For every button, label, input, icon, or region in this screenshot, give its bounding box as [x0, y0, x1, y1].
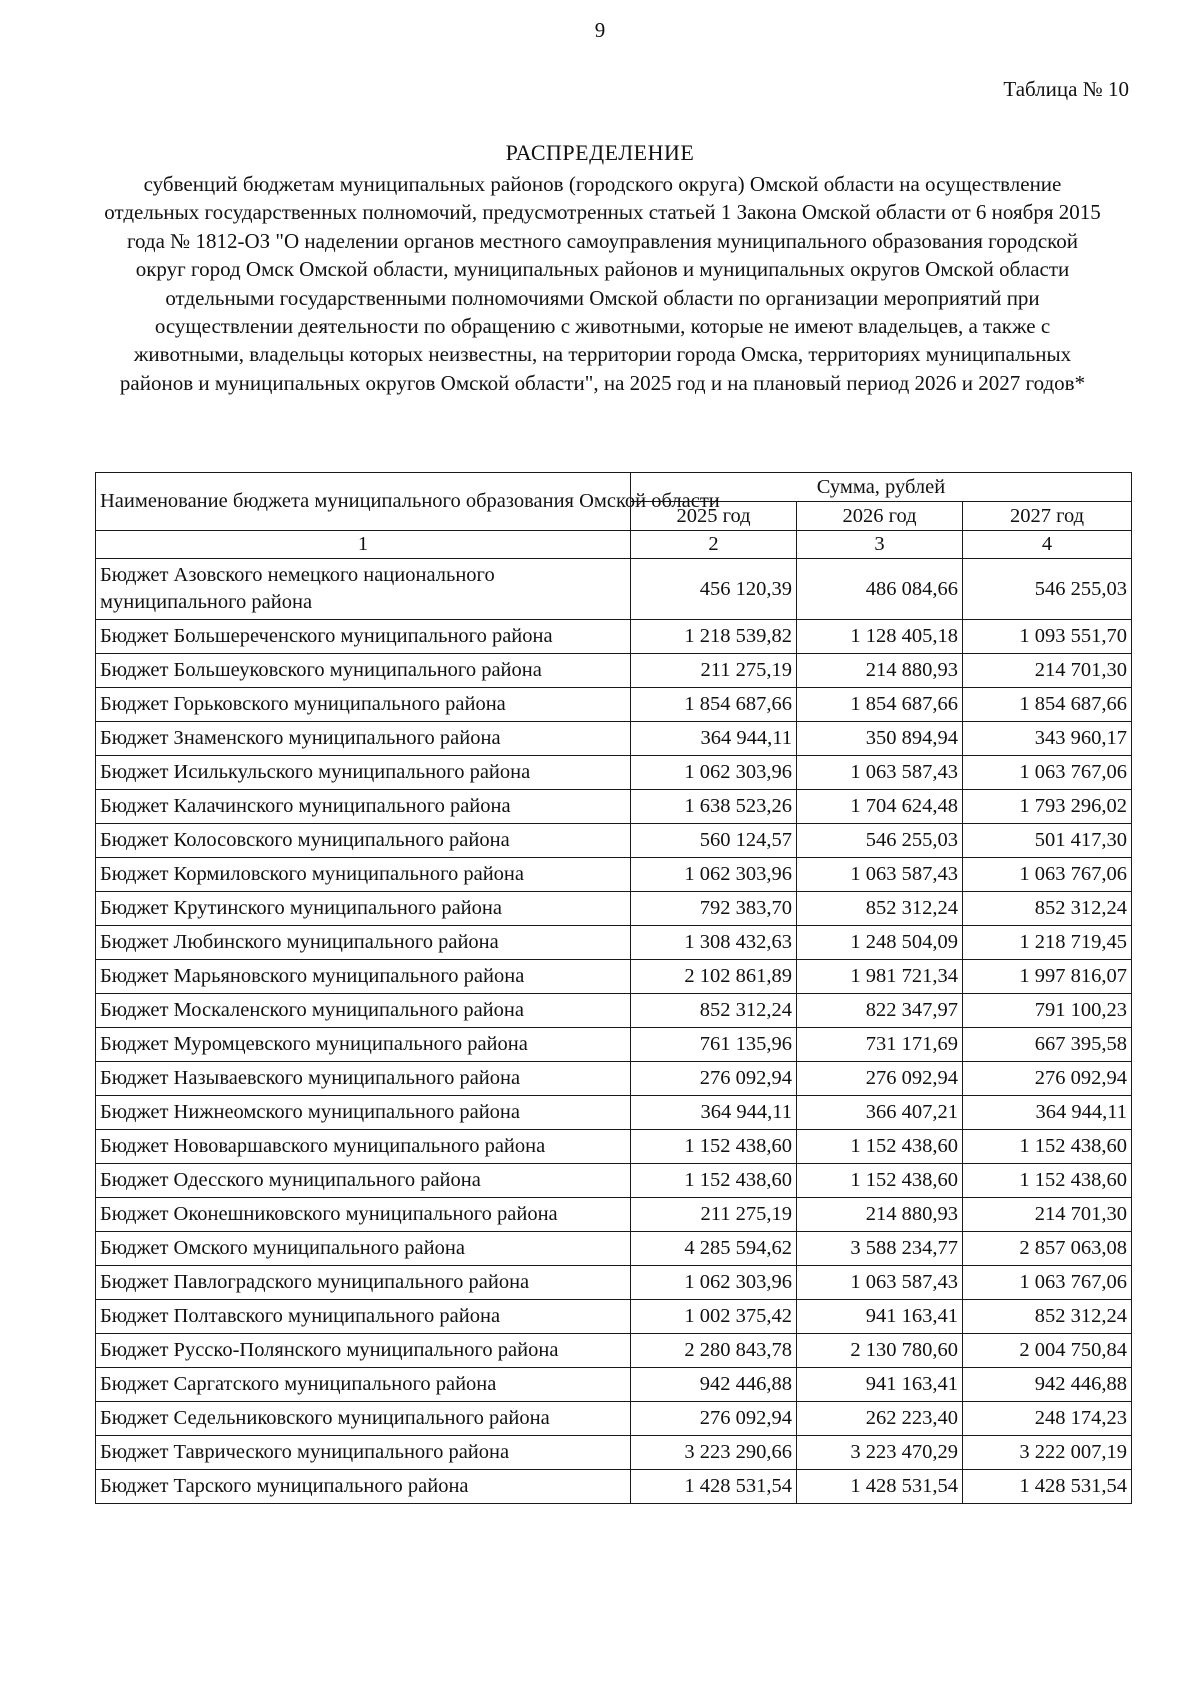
value-2027: 1 093 551,70: [963, 620, 1132, 654]
value-2025: 1 638 523,26: [631, 790, 797, 824]
page-number: 9: [594, 18, 606, 42]
value-2026: 1 704 624,48: [797, 790, 963, 824]
value-2026: 1 128 405,18: [797, 620, 963, 654]
row-name: Бюджет Азовского немецкого национального муниципального района: [96, 559, 631, 620]
row-name: Бюджет Омского муниципального района: [96, 1232, 631, 1266]
value-2025: 1 062 303,96: [631, 756, 797, 790]
row-name: Бюджет Полтавского муниципального района: [96, 1300, 631, 1334]
header-year-2026: 2026 год: [797, 502, 963, 531]
value-2025: 560 124,57: [631, 824, 797, 858]
value-2027: 1 218 719,45: [963, 926, 1132, 960]
row-name: Бюджет Нижнеомского муниципального района: [96, 1096, 631, 1130]
value-2026: 822 347,97: [797, 994, 963, 1028]
value-2027: 791 100,23: [963, 994, 1132, 1028]
table-row: [96, 1130, 1132, 1164]
value-2027: 1 997 816,07: [963, 960, 1132, 994]
value-2026: 1 152 438,60: [797, 1130, 963, 1164]
table-row: [96, 1096, 1132, 1130]
value-2027: 1 063 767,06: [963, 1266, 1132, 1300]
document-subtitle: субвенций бюджетам муниципальных районов (городского округа) Омской области на осуществление отдельных государственных полномочий, предусмотренных статьей 1 Закона Омской области от 6 ноября 2015 года № 1812-ОЗ "О наделении органов местного самоуправления муниципального образования городской округ город Омск Омской области, муниципальных районов и муниципальных округов Омской области отдельными государственными полномочиями Омской области по организации мероприятий при осуществлении деятельности по обращению с животными, которые не имеют владельцев, а также с животными, владельцы которых неизвестны, на территории города Омска, территориях муниципальных районов и муниципальных округов Омской области", на 2025 год и на плановый период 2026 и 2027 годов*: [104, 172, 1101, 395]
table-label: Таблица № 10: [1003, 77, 1129, 101]
row-name: Бюджет Оконешниковского муниципального района: [96, 1198, 631, 1232]
value-2027: 1 854 687,66: [963, 688, 1132, 722]
value-2027: 1 793 296,02: [963, 790, 1132, 824]
table-row: [96, 1368, 1132, 1402]
table-row: [96, 688, 1132, 722]
value-2025: 761 135,96: [631, 1028, 797, 1062]
table-row: [96, 892, 1132, 926]
row-name: Бюджет Колосовского муниципального района: [96, 824, 631, 858]
value-2026: 1 063 587,43: [797, 756, 963, 790]
value-2026: 262 223,40: [797, 1402, 963, 1436]
value-2027: 3 222 007,19: [963, 1436, 1132, 1470]
value-2025: 364 944,11: [631, 722, 797, 756]
table-row: [96, 756, 1132, 790]
row-name: Бюджет Калачинского муниципального района: [96, 790, 631, 824]
value-2026: 1 063 587,43: [797, 858, 963, 892]
table-row: [96, 1402, 1132, 1436]
table-row: [96, 620, 1132, 654]
row-name: Бюджет Саргатского муниципального района: [96, 1368, 631, 1402]
table-row: [96, 654, 1132, 688]
table-row: [96, 926, 1132, 960]
value-2027: 343 960,17: [963, 722, 1132, 756]
value-2027: 214 701,30: [963, 654, 1132, 688]
column-number: 3: [797, 531, 963, 559]
value-2025: 1 062 303,96: [631, 1266, 797, 1300]
row-name: Бюджет Называевского муниципального района: [96, 1062, 631, 1096]
column-number: 1: [96, 531, 631, 559]
column-numbers-row: [96, 531, 1132, 559]
value-2026: 1 152 438,60: [797, 1164, 963, 1198]
table-row: [96, 1164, 1132, 1198]
budget-table: [95, 472, 1132, 1504]
row-name: Бюджет Таврического муниципального района: [96, 1436, 631, 1470]
value-2025: 942 446,88: [631, 1368, 797, 1402]
table-row: [96, 1334, 1132, 1368]
value-2026: 214 880,93: [797, 654, 963, 688]
table-row: [96, 1300, 1132, 1334]
value-2025: 276 092,94: [631, 1062, 797, 1096]
value-2025: 4 285 594,62: [631, 1232, 797, 1266]
value-2027: 501 417,30: [963, 824, 1132, 858]
header-name: Наименование бюджета муниципального образования Омской области: [96, 473, 631, 531]
value-2025: 364 944,11: [631, 1096, 797, 1130]
row-name: Бюджет Седельниковского муниципального района: [96, 1402, 631, 1436]
row-name: Бюджет Москаленского муниципального района: [96, 994, 631, 1028]
value-2025: 1 218 539,82: [631, 620, 797, 654]
row-name: Бюджет Знаменского муниципального района: [96, 722, 631, 756]
value-2027: 276 092,94: [963, 1062, 1132, 1096]
row-name: Бюджет Исилькульского муниципального района: [96, 756, 631, 790]
value-2026: 276 092,94: [797, 1062, 963, 1096]
value-2026: 1 981 721,34: [797, 960, 963, 994]
table-row: [96, 824, 1132, 858]
table-row: [96, 858, 1132, 892]
value-2025: 456 120,39: [631, 559, 797, 620]
value-2026: 486 084,66: [797, 559, 963, 620]
value-2027: 852 312,24: [963, 1300, 1132, 1334]
row-name: Бюджет Павлоградского муниципального района: [96, 1266, 631, 1300]
value-2025: 3 223 290,66: [631, 1436, 797, 1470]
value-2025: 1 428 531,54: [631, 1470, 797, 1504]
value-2025: 1 152 438,60: [631, 1130, 797, 1164]
value-2026: 3 588 234,77: [797, 1232, 963, 1266]
value-2027: 364 944,11: [963, 1096, 1132, 1130]
value-2026: 1 063 587,43: [797, 1266, 963, 1300]
column-number: 2: [631, 531, 797, 559]
value-2026: 1 854 687,66: [797, 688, 963, 722]
value-2027: 1 152 438,60: [963, 1130, 1132, 1164]
value-2025: 1 152 438,60: [631, 1164, 797, 1198]
value-2026: 852 312,24: [797, 892, 963, 926]
value-2027: 1 152 438,60: [963, 1164, 1132, 1198]
table-row: [96, 559, 1132, 620]
value-2026: 546 255,03: [797, 824, 963, 858]
value-2027: 667 395,58: [963, 1028, 1132, 1062]
value-2026: 214 880,93: [797, 1198, 963, 1232]
row-name: Бюджет Кормиловского муниципального района: [96, 858, 631, 892]
table-row: [96, 1028, 1132, 1062]
value-2025: 1 308 432,63: [631, 926, 797, 960]
value-2027: 1 063 767,06: [963, 756, 1132, 790]
table-row: [96, 994, 1132, 1028]
row-name: Бюджет Марьяновского муниципального района: [96, 960, 631, 994]
row-name: Бюджет Горьковского муниципального района: [96, 688, 631, 722]
document-title: РАСПРЕДЕЛЕНИЕ: [505, 140, 695, 165]
table-row: [96, 1198, 1132, 1232]
value-2026: 941 163,41: [797, 1368, 963, 1402]
value-2026: 2 130 780,60: [797, 1334, 963, 1368]
table-row: [96, 722, 1132, 756]
header-sum: Сумма, рублей: [631, 473, 1132, 502]
row-name: Бюджет Любинского муниципального района: [96, 926, 631, 960]
value-2027: 214 701,30: [963, 1198, 1132, 1232]
value-2025: 792 383,70: [631, 892, 797, 926]
table-row: [96, 1062, 1132, 1096]
table-row: [96, 790, 1132, 824]
table-row: [96, 1436, 1132, 1470]
row-name: Бюджет Большеуковского муниципального района: [96, 654, 631, 688]
value-2027: 2 004 750,84: [963, 1334, 1132, 1368]
row-name: Бюджет Муромцевского муниципального района: [96, 1028, 631, 1062]
value-2026: 350 894,94: [797, 722, 963, 756]
value-2025: 211 275,19: [631, 1198, 797, 1232]
table-row: [96, 1232, 1132, 1266]
header-row: [96, 473, 1132, 502]
value-2026: 731 171,69: [797, 1028, 963, 1062]
value-2027: 248 174,23: [963, 1402, 1132, 1436]
value-2025: 852 312,24: [631, 994, 797, 1028]
value-2025: 276 092,94: [631, 1402, 797, 1436]
row-name: Бюджет Большереченского муниципального района: [96, 620, 631, 654]
table-row: [96, 960, 1132, 994]
value-2025: 1 854 687,66: [631, 688, 797, 722]
value-2025: 2 280 843,78: [631, 1334, 797, 1368]
value-2027: 2 857 063,08: [963, 1232, 1132, 1266]
column-number: 4: [963, 531, 1132, 559]
row-name: Бюджет Нововаршавского муниципального района: [96, 1130, 631, 1164]
header-year-2025: 2025 год: [631, 502, 797, 531]
value-2025: 211 275,19: [631, 654, 797, 688]
row-name: Бюджет Русско-Полянского муниципального района: [96, 1334, 631, 1368]
row-name: Бюджет Тарского муниципального района: [96, 1470, 631, 1504]
value-2025: 2 102 861,89: [631, 960, 797, 994]
row-name: Бюджет Одесского муниципального района: [96, 1164, 631, 1198]
table-row: [96, 1470, 1132, 1504]
value-2027: 852 312,24: [963, 892, 1132, 926]
value-2027: 1 063 767,06: [963, 858, 1132, 892]
row-name: Бюджет Крутинского муниципального района: [96, 892, 631, 926]
value-2026: 1 248 504,09: [797, 926, 963, 960]
value-2025: 1 002 375,42: [631, 1300, 797, 1334]
value-2026: 1 428 531,54: [797, 1470, 963, 1504]
value-2025: 1 062 303,96: [631, 858, 797, 892]
value-2026: 366 407,21: [797, 1096, 963, 1130]
value-2027: 546 255,03: [963, 559, 1132, 620]
header-year-2027: 2027 год: [963, 502, 1132, 531]
value-2026: 3 223 470,29: [797, 1436, 963, 1470]
table-row: [96, 1266, 1132, 1300]
value-2026: 941 163,41: [797, 1300, 963, 1334]
value-2027: 1 428 531,54: [963, 1470, 1132, 1504]
value-2027: 942 446,88: [963, 1368, 1132, 1402]
